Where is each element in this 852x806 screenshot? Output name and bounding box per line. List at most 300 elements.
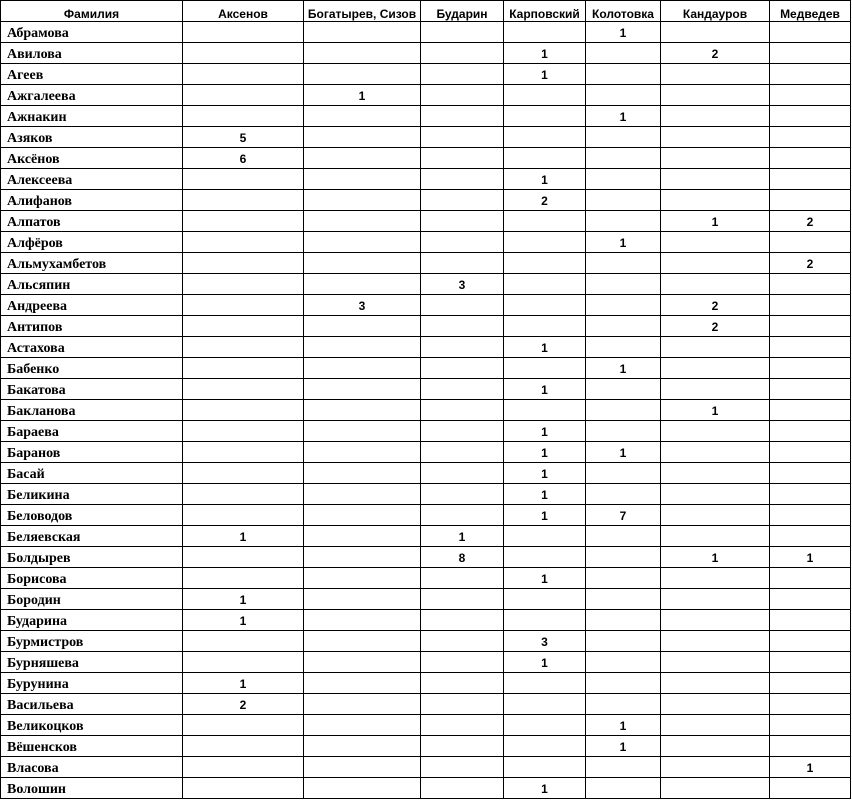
value-cell[interactable]: 2 [770, 211, 851, 232]
surname-cell[interactable]: Агеев [1, 64, 183, 85]
value-cell[interactable]: 5 [183, 127, 304, 148]
value-cell[interactable] [661, 757, 770, 778]
value-cell[interactable] [183, 463, 304, 484]
value-cell[interactable] [421, 85, 504, 106]
value-cell[interactable]: 1 [586, 106, 661, 127]
value-cell[interactable] [183, 64, 304, 85]
value-cell[interactable]: 1 [504, 169, 586, 190]
surname-cell[interactable]: Абрамова [1, 22, 183, 43]
value-cell[interactable] [770, 652, 851, 673]
value-cell[interactable] [304, 43, 421, 64]
value-cell[interactable] [586, 211, 661, 232]
column-header[interactable]: Бударин [421, 1, 504, 22]
value-cell[interactable] [304, 715, 421, 736]
value-cell[interactable] [421, 337, 504, 358]
value-cell[interactable] [586, 631, 661, 652]
value-cell[interactable] [304, 673, 421, 694]
value-cell[interactable] [183, 442, 304, 463]
surname-cell[interactable]: Беликина [1, 484, 183, 505]
value-cell[interactable] [183, 631, 304, 652]
value-cell[interactable]: 1 [586, 442, 661, 463]
value-cell[interactable] [770, 295, 851, 316]
surname-cell[interactable]: Болдырев [1, 547, 183, 568]
value-cell[interactable] [770, 22, 851, 43]
surname-cell[interactable]: Антипов [1, 316, 183, 337]
value-cell[interactable] [586, 316, 661, 337]
value-cell[interactable] [770, 358, 851, 379]
value-cell[interactable] [661, 421, 770, 442]
value-cell[interactable]: 7 [586, 505, 661, 526]
value-cell[interactable]: 1 [661, 547, 770, 568]
value-cell[interactable]: 1 [770, 547, 851, 568]
value-cell[interactable]: 1 [421, 526, 504, 547]
surname-cell[interactable]: Бакланова [1, 400, 183, 421]
value-cell[interactable] [586, 652, 661, 673]
value-cell[interactable] [770, 64, 851, 85]
value-cell[interactable]: 1 [504, 421, 586, 442]
value-cell[interactable] [183, 757, 304, 778]
value-cell[interactable] [183, 316, 304, 337]
value-cell[interactable]: 1 [770, 757, 851, 778]
value-cell[interactable] [304, 694, 421, 715]
value-cell[interactable] [421, 421, 504, 442]
value-cell[interactable] [586, 484, 661, 505]
value-cell[interactable] [770, 736, 851, 757]
column-header[interactable]: Богатырев, Сизов [304, 1, 421, 22]
surname-cell[interactable]: Алексеева [1, 169, 183, 190]
value-cell[interactable] [770, 127, 851, 148]
value-cell[interactable] [304, 736, 421, 757]
value-cell[interactable] [586, 778, 661, 799]
value-cell[interactable] [586, 148, 661, 169]
value-cell[interactable] [183, 400, 304, 421]
value-cell[interactable] [421, 652, 504, 673]
value-cell[interactable] [421, 295, 504, 316]
value-cell[interactable] [304, 400, 421, 421]
value-cell[interactable] [183, 169, 304, 190]
value-cell[interactable] [183, 190, 304, 211]
value-cell[interactable]: 1 [504, 64, 586, 85]
value-cell[interactable] [183, 379, 304, 400]
value-cell[interactable] [661, 169, 770, 190]
value-cell[interactable] [504, 148, 586, 169]
surname-cell[interactable]: Бараева [1, 421, 183, 442]
value-cell[interactable] [304, 589, 421, 610]
value-cell[interactable] [421, 253, 504, 274]
value-cell[interactable] [304, 316, 421, 337]
value-cell[interactable]: 1 [504, 442, 586, 463]
value-cell[interactable] [183, 211, 304, 232]
value-cell[interactable] [304, 106, 421, 127]
value-cell[interactable] [421, 64, 504, 85]
value-cell[interactable]: 2 [504, 190, 586, 211]
value-cell[interactable] [661, 778, 770, 799]
value-cell[interactable] [421, 715, 504, 736]
value-cell[interactable] [304, 547, 421, 568]
value-cell[interactable] [661, 442, 770, 463]
value-cell[interactable]: 1 [504, 568, 586, 589]
value-cell[interactable] [770, 43, 851, 64]
value-cell[interactable] [586, 85, 661, 106]
value-cell[interactable] [504, 253, 586, 274]
value-cell[interactable] [304, 253, 421, 274]
value-cell[interactable] [421, 589, 504, 610]
value-cell[interactable] [304, 232, 421, 253]
value-cell[interactable]: 1 [504, 505, 586, 526]
value-cell[interactable] [504, 526, 586, 547]
value-cell[interactable] [661, 715, 770, 736]
value-cell[interactable]: 1 [504, 778, 586, 799]
value-cell[interactable] [183, 778, 304, 799]
value-cell[interactable] [661, 337, 770, 358]
value-cell[interactable] [586, 568, 661, 589]
value-cell[interactable] [770, 505, 851, 526]
value-cell[interactable] [183, 715, 304, 736]
value-cell[interactable] [661, 379, 770, 400]
value-cell[interactable] [586, 547, 661, 568]
value-cell[interactable]: 2 [661, 316, 770, 337]
value-cell[interactable] [661, 673, 770, 694]
value-cell[interactable] [421, 463, 504, 484]
surname-cell[interactable]: Ажгалеева [1, 85, 183, 106]
value-cell[interactable] [770, 526, 851, 547]
value-cell[interactable] [304, 442, 421, 463]
value-cell[interactable] [586, 610, 661, 631]
value-cell[interactable] [504, 295, 586, 316]
surname-cell[interactable]: Волошин [1, 778, 183, 799]
value-cell[interactable] [586, 421, 661, 442]
value-cell[interactable] [661, 85, 770, 106]
surname-cell[interactable]: Бурмистров [1, 631, 183, 652]
value-cell[interactable] [586, 253, 661, 274]
value-cell[interactable] [183, 736, 304, 757]
value-cell[interactable] [183, 547, 304, 568]
surname-cell[interactable]: Великоцков [1, 715, 183, 736]
value-cell[interactable]: 1 [586, 358, 661, 379]
value-cell[interactable]: 2 [183, 694, 304, 715]
value-cell[interactable] [661, 106, 770, 127]
value-cell[interactable] [421, 736, 504, 757]
value-cell[interactable]: 1 [504, 484, 586, 505]
value-cell[interactable]: 1 [586, 736, 661, 757]
value-cell[interactable] [304, 484, 421, 505]
value-cell[interactable] [504, 127, 586, 148]
surname-cell[interactable]: Бударина [1, 610, 183, 631]
value-cell[interactable] [586, 526, 661, 547]
value-cell[interactable] [504, 589, 586, 610]
value-cell[interactable] [304, 127, 421, 148]
value-cell[interactable] [183, 652, 304, 673]
value-cell[interactable] [770, 421, 851, 442]
surname-cell[interactable]: Алпатов [1, 211, 183, 232]
value-cell[interactable] [504, 274, 586, 295]
value-cell[interactable] [661, 64, 770, 85]
value-cell[interactable] [504, 736, 586, 757]
value-cell[interactable] [421, 148, 504, 169]
value-cell[interactable] [421, 379, 504, 400]
value-cell[interactable] [586, 379, 661, 400]
value-cell[interactable] [421, 505, 504, 526]
value-cell[interactable]: 1 [661, 400, 770, 421]
value-cell[interactable] [183, 106, 304, 127]
value-cell[interactable] [770, 694, 851, 715]
value-cell[interactable] [770, 190, 851, 211]
column-header[interactable]: Карповский [504, 1, 586, 22]
surname-cell[interactable]: Аксёнов [1, 148, 183, 169]
value-cell[interactable] [586, 694, 661, 715]
value-cell[interactable] [183, 337, 304, 358]
value-cell[interactable]: 1 [586, 22, 661, 43]
value-cell[interactable] [504, 673, 586, 694]
value-cell[interactable] [504, 694, 586, 715]
value-cell[interactable] [183, 295, 304, 316]
value-cell[interactable] [661, 736, 770, 757]
value-cell[interactable]: 1 [183, 673, 304, 694]
value-cell[interactable] [304, 610, 421, 631]
value-cell[interactable] [421, 43, 504, 64]
value-cell[interactable] [770, 232, 851, 253]
value-cell[interactable] [661, 694, 770, 715]
value-cell[interactable] [770, 400, 851, 421]
surname-cell[interactable]: Ажнакин [1, 106, 183, 127]
value-cell[interactable]: 1 [586, 232, 661, 253]
value-cell[interactable] [770, 106, 851, 127]
value-cell[interactable] [304, 505, 421, 526]
value-cell[interactable] [661, 631, 770, 652]
value-cell[interactable] [304, 379, 421, 400]
value-cell[interactable]: 1 [586, 715, 661, 736]
value-cell[interactable] [770, 148, 851, 169]
value-cell[interactable]: 2 [770, 253, 851, 274]
value-cell[interactable] [770, 316, 851, 337]
value-cell[interactable] [661, 652, 770, 673]
surname-cell[interactable]: Алфёров [1, 232, 183, 253]
value-cell[interactable] [183, 253, 304, 274]
value-cell[interactable] [421, 358, 504, 379]
surname-cell[interactable]: Астахова [1, 337, 183, 358]
surname-cell[interactable]: Вёшенсков [1, 736, 183, 757]
value-cell[interactable] [661, 568, 770, 589]
value-cell[interactable] [770, 169, 851, 190]
value-cell[interactable] [504, 358, 586, 379]
value-cell[interactable] [770, 631, 851, 652]
value-cell[interactable]: 8 [421, 547, 504, 568]
value-cell[interactable] [661, 505, 770, 526]
value-cell[interactable] [661, 22, 770, 43]
value-cell[interactable] [504, 232, 586, 253]
value-cell[interactable] [504, 547, 586, 568]
value-cell[interactable] [661, 463, 770, 484]
value-cell[interactable] [304, 169, 421, 190]
value-cell[interactable] [304, 22, 421, 43]
value-cell[interactable] [421, 694, 504, 715]
value-cell[interactable] [421, 442, 504, 463]
value-cell[interactable] [770, 463, 851, 484]
value-cell[interactable]: 1 [504, 463, 586, 484]
value-cell[interactable] [661, 484, 770, 505]
value-cell[interactable]: 2 [661, 295, 770, 316]
value-cell[interactable] [661, 274, 770, 295]
value-cell[interactable] [586, 463, 661, 484]
value-cell[interactable] [421, 400, 504, 421]
value-cell[interactable] [586, 337, 661, 358]
value-cell[interactable] [770, 337, 851, 358]
value-cell[interactable] [586, 43, 661, 64]
surname-cell[interactable]: Борисова [1, 568, 183, 589]
value-cell[interactable] [421, 232, 504, 253]
value-cell[interactable] [421, 631, 504, 652]
value-cell[interactable] [304, 358, 421, 379]
surname-cell[interactable]: Баранов [1, 442, 183, 463]
value-cell[interactable] [183, 421, 304, 442]
surname-cell[interactable]: Бурняшева [1, 652, 183, 673]
surname-cell[interactable]: Алифанов [1, 190, 183, 211]
value-cell[interactable] [770, 442, 851, 463]
value-cell[interactable]: 1 [183, 610, 304, 631]
value-cell[interactable] [304, 652, 421, 673]
value-cell[interactable]: 6 [183, 148, 304, 169]
value-cell[interactable] [661, 610, 770, 631]
surname-cell[interactable]: Альсяпин [1, 274, 183, 295]
value-cell[interactable] [183, 505, 304, 526]
value-cell[interactable] [421, 568, 504, 589]
value-cell[interactable] [770, 778, 851, 799]
surname-cell[interactable]: Бурунина [1, 673, 183, 694]
value-cell[interactable] [304, 526, 421, 547]
column-header[interactable]: Кандауров [661, 1, 770, 22]
value-cell[interactable] [770, 484, 851, 505]
value-cell[interactable] [304, 568, 421, 589]
value-cell[interactable] [304, 274, 421, 295]
value-cell[interactable] [421, 106, 504, 127]
value-cell[interactable] [304, 463, 421, 484]
value-cell[interactable] [504, 316, 586, 337]
value-cell[interactable] [504, 610, 586, 631]
value-cell[interactable]: 1 [504, 652, 586, 673]
surname-cell[interactable]: Бабенко [1, 358, 183, 379]
value-cell[interactable] [304, 211, 421, 232]
value-cell[interactable] [586, 757, 661, 778]
value-cell[interactable] [661, 358, 770, 379]
value-cell[interactable] [183, 484, 304, 505]
value-cell[interactable] [504, 22, 586, 43]
value-cell[interactable] [586, 169, 661, 190]
value-cell[interactable] [586, 400, 661, 421]
value-cell[interactable] [770, 568, 851, 589]
value-cell[interactable] [304, 631, 421, 652]
value-cell[interactable] [770, 673, 851, 694]
value-cell[interactable]: 1 [183, 526, 304, 547]
surname-cell[interactable]: Азяков [1, 127, 183, 148]
value-cell[interactable] [304, 148, 421, 169]
value-cell[interactable]: 3 [421, 274, 504, 295]
value-cell[interactable] [770, 715, 851, 736]
surname-cell[interactable]: Басай [1, 463, 183, 484]
value-cell[interactable] [183, 274, 304, 295]
value-cell[interactable] [504, 715, 586, 736]
value-cell[interactable] [586, 589, 661, 610]
surname-cell[interactable]: Беловодов [1, 505, 183, 526]
value-cell[interactable] [661, 190, 770, 211]
surname-cell[interactable]: Андреева [1, 295, 183, 316]
value-cell[interactable]: 3 [504, 631, 586, 652]
value-cell[interactable] [304, 337, 421, 358]
value-cell[interactable]: 1 [504, 43, 586, 64]
value-cell[interactable] [421, 316, 504, 337]
value-cell[interactable] [421, 757, 504, 778]
column-header[interactable]: Медведев [770, 1, 851, 22]
surname-cell[interactable]: Авилова [1, 43, 183, 64]
column-header[interactable]: Фамилия [1, 1, 183, 22]
value-cell[interactable] [304, 190, 421, 211]
value-cell[interactable] [586, 673, 661, 694]
value-cell[interactable] [421, 190, 504, 211]
value-cell[interactable] [661, 253, 770, 274]
value-cell[interactable]: 1 [504, 379, 586, 400]
value-cell[interactable] [586, 295, 661, 316]
value-cell[interactable] [421, 211, 504, 232]
value-cell[interactable] [183, 568, 304, 589]
value-cell[interactable]: 1 [183, 589, 304, 610]
value-cell[interactable] [504, 400, 586, 421]
value-cell[interactable] [183, 358, 304, 379]
value-cell[interactable] [421, 127, 504, 148]
value-cell[interactable] [504, 106, 586, 127]
value-cell[interactable] [421, 610, 504, 631]
value-cell[interactable] [304, 757, 421, 778]
value-cell[interactable] [586, 127, 661, 148]
value-cell[interactable]: 1 [504, 337, 586, 358]
value-cell[interactable] [586, 64, 661, 85]
value-cell[interactable] [770, 274, 851, 295]
value-cell[interactable] [504, 757, 586, 778]
column-header[interactable]: Аксенов [183, 1, 304, 22]
value-cell[interactable] [504, 211, 586, 232]
value-cell[interactable] [661, 127, 770, 148]
value-cell[interactable] [770, 85, 851, 106]
value-cell[interactable] [661, 526, 770, 547]
surname-cell[interactable]: Бакатова [1, 379, 183, 400]
value-cell[interactable] [183, 43, 304, 64]
value-cell[interactable] [770, 589, 851, 610]
value-cell[interactable]: 2 [661, 43, 770, 64]
value-cell[interactable] [421, 778, 504, 799]
value-cell[interactable] [421, 484, 504, 505]
value-cell[interactable] [661, 148, 770, 169]
surname-cell[interactable]: Власова [1, 757, 183, 778]
value-cell[interactable] [183, 22, 304, 43]
surname-cell[interactable]: Васильева [1, 694, 183, 715]
value-cell[interactable]: 1 [304, 85, 421, 106]
value-cell[interactable] [421, 22, 504, 43]
value-cell[interactable] [183, 85, 304, 106]
value-cell[interactable] [421, 169, 504, 190]
value-cell[interactable] [421, 673, 504, 694]
surname-cell[interactable]: Бородин [1, 589, 183, 610]
value-cell[interactable] [661, 232, 770, 253]
value-cell[interactable] [304, 64, 421, 85]
value-cell[interactable] [183, 232, 304, 253]
value-cell[interactable] [770, 610, 851, 631]
value-cell[interactable] [661, 589, 770, 610]
value-cell[interactable] [304, 778, 421, 799]
value-cell[interactable] [304, 421, 421, 442]
value-cell[interactable]: 3 [304, 295, 421, 316]
value-cell[interactable] [504, 85, 586, 106]
value-cell[interactable] [586, 190, 661, 211]
surname-cell[interactable]: Беляевская [1, 526, 183, 547]
column-header[interactable]: Колотовка [586, 1, 661, 22]
